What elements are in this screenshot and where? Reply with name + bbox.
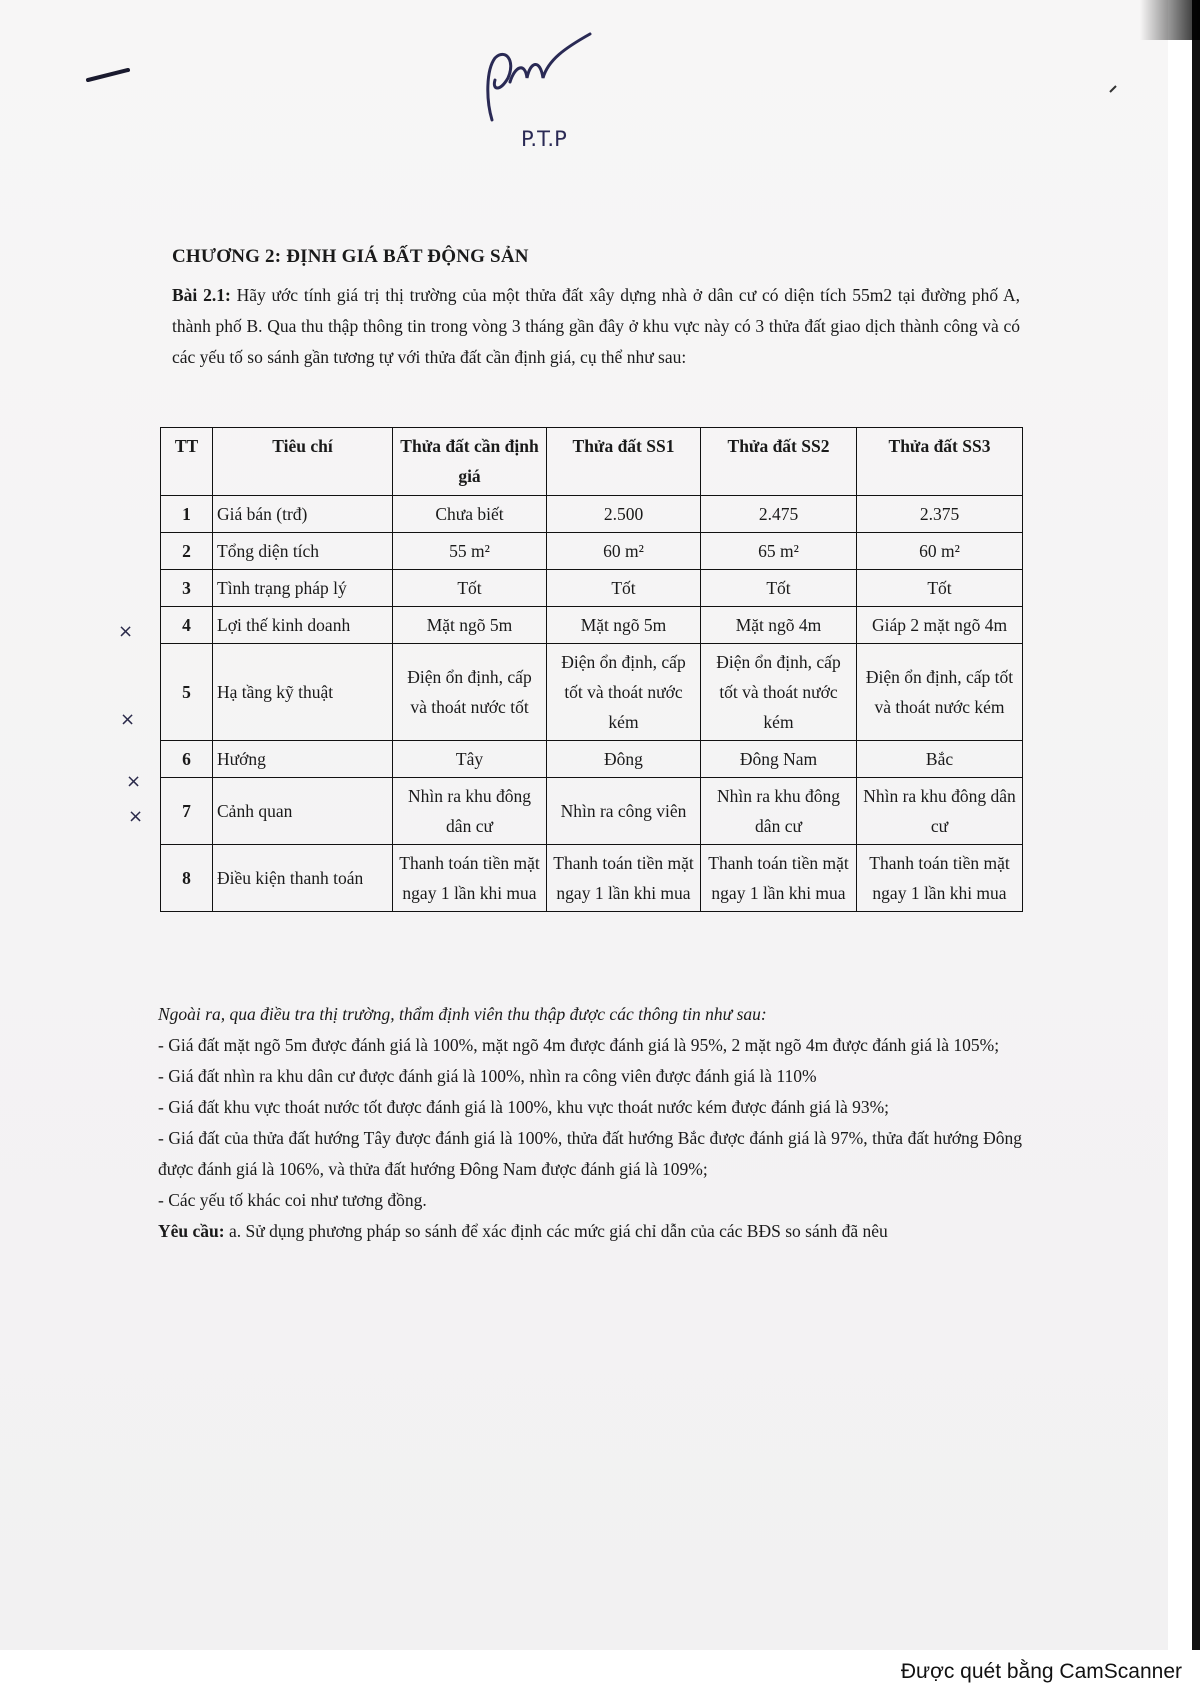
criterion-cell: Hướng — [213, 741, 393, 778]
target-cell: Tốt — [393, 570, 547, 607]
target-cell: Nhìn ra khu đông dân cư — [393, 778, 547, 845]
criterion-cell: Cảnh quan — [213, 778, 393, 845]
scan-edge-shadow — [1192, 0, 1200, 1650]
criterion-cell: Điều kiện thanh toán — [213, 845, 393, 912]
ss1-cell: Điện ổn định, cấp tốt và thoát nước kém — [547, 644, 701, 741]
ss3-cell: Nhìn ra khu đông dân cư — [857, 778, 1023, 845]
ss1-cell: 60 m² — [547, 533, 701, 570]
row-number: 1 — [161, 496, 213, 533]
ss3-cell: 60 m² — [857, 533, 1023, 570]
criterion-cell: Giá bán (trđ) — [213, 496, 393, 533]
row-number: 8 — [161, 845, 213, 912]
header-cell: TT — [161, 428, 213, 496]
ss2-cell: Tốt — [701, 570, 857, 607]
target-cell: Tây — [393, 741, 547, 778]
header-cell: Thửa đất SS2 — [701, 428, 857, 496]
table-row — [161, 570, 1023, 607]
ss1-cell: Mặt ngõ 5m — [547, 607, 701, 644]
ss3-cell: Điện ổn định, cấp tốt và thoát nước kém — [857, 644, 1023, 741]
note-item: - Giá đất của thửa đất hướng Tây được đánh giá là 100%, thửa đất hướng Bắc được đánh giá là 97%, thửa đất hướng Đông được đánh giá là 106%, và thửa đất hướng Đông Nam được đánh giá là 109%; — [158, 1128, 1022, 1179]
ss2-cell: Đông Nam — [701, 741, 857, 778]
ss2-cell: Điện ổn định, cấp tốt và thoát nước kém — [701, 644, 857, 741]
ss1-cell: 2.500 — [547, 496, 701, 533]
camscanner-footer: Được quét bằng CamScanner — [900, 1660, 1182, 1683]
ss1-cell: Nhìn ra công viên — [547, 778, 701, 845]
header-cell: Thửa đất SS3 — [857, 428, 1023, 496]
margin-x-mark: × — [128, 806, 144, 827]
requirement-label: Yêu cầu: — [158, 1221, 225, 1241]
header-cell: Tiêu chí — [213, 428, 393, 496]
row-number: 4 — [161, 607, 213, 644]
row-number: 6 — [161, 741, 213, 778]
ss2-cell: 2.475 — [701, 496, 857, 533]
header-cell: Thửa đất cần định giá — [393, 428, 547, 496]
criterion-cell: Tình trạng pháp lý — [213, 570, 393, 607]
comparison-table — [160, 427, 1023, 912]
ss1-cell: Thanh toán tiền mặt ngay 1 lần khi mua — [547, 845, 701, 912]
margin-x-mark: × — [126, 771, 142, 792]
exercise-intro — [172, 280, 1020, 373]
row-number: 5 — [161, 644, 213, 741]
exercise-text: Hãy ước tính giá trị thị trường của một thửa đất xây dựng nhà ở dân cư có diện tích 55m2 tại đường phố A, thành phố B. Qua thu thập thông tin trong vòng 3 tháng gần đây ở khu vực này có 3 thửa đất giao dịch thành công và có các yếu tố so sánh gần tương tự với thửa đất cần định giá, cụ thể như sau: — [172, 285, 1021, 367]
chapter-title: CHƯƠNG 2: ĐỊNH GIÁ BẤT ĐỘNG SẢN — [172, 246, 529, 267]
table-row — [161, 845, 1023, 912]
target-cell: Mặt ngõ 5m — [393, 607, 547, 644]
ss2-cell: 65 m² — [701, 533, 857, 570]
note-item: - Giá đất nhìn ra khu dân cư được đánh giá là 100%, nhìn ra công viên được đánh giá là 110% — [158, 1066, 817, 1086]
margin-x-mark: × — [120, 709, 136, 730]
handwritten-signature — [0, 0, 1200, 200]
ss3-cell: Tốt — [857, 570, 1023, 607]
table-row — [161, 778, 1023, 845]
table-row — [161, 533, 1023, 570]
row-number: 7 — [161, 778, 213, 845]
note-item: - Giá đất mặt ngõ 5m được đánh giá là 100%, mặt ngõ 4m được đánh giá là 95%, 2 mặt ngõ 4m được đánh giá là 105%; — [158, 1035, 1000, 1055]
exercise-label: Bài 2.1: — [172, 285, 231, 305]
margin-x-mark: × — [118, 621, 134, 642]
requirement — [158, 1216, 1022, 1247]
notes-lead: Ngoài ra, qua điều tra thị trường, thẩm định viên thu thập được các thông tin như sau: — [158, 1004, 767, 1024]
table-row — [161, 607, 1023, 644]
note-item: - Giá đất khu vực thoát nước tốt được đánh giá là 100%, khu vực thoát nước kém được đánh giá là 93%; — [158, 1097, 890, 1117]
ss2-cell: Nhìn ra khu đông dân cư — [701, 778, 857, 845]
target-cell: 55 m² — [393, 533, 547, 570]
requirement-text: a. Sử dụng phương pháp so sánh để xác định các mức giá chỉ dẫn của các BĐS so sánh đã nêu — [224, 1221, 888, 1241]
table-header-row — [161, 428, 1023, 496]
ss3-cell: 2.375 — [857, 496, 1023, 533]
target-cell: Điện ổn định, cấp và thoát nước tốt — [393, 644, 547, 741]
ss1-cell: Đông — [547, 741, 701, 778]
ss2-cell: Mặt ngõ 4m — [701, 607, 857, 644]
criterion-cell: Tổng diện tích — [213, 533, 393, 570]
ss1-cell: Tốt — [547, 570, 701, 607]
note-item: - Các yếu tố khác coi như tương đồng. — [158, 1190, 427, 1210]
row-number: 3 — [161, 570, 213, 607]
ss3-cell: Giáp 2 mặt ngõ 4m — [857, 607, 1023, 644]
market-notes — [158, 999, 1022, 1247]
row-number: 2 — [161, 533, 213, 570]
target-cell: Thanh toán tiền mặt ngay 1 lần khi mua — [393, 845, 547, 912]
table-row — [161, 644, 1023, 741]
criterion-cell: Lợi thế kinh doanh — [213, 607, 393, 644]
table-row — [161, 741, 1023, 778]
table-row — [161, 496, 1023, 533]
handwritten-initials: P.T.P — [521, 127, 567, 151]
ss3-cell: Thanh toán tiền mặt ngay 1 lần khi mua — [857, 845, 1023, 912]
criterion-cell: Hạ tầng kỹ thuật — [213, 644, 393, 741]
ss2-cell: Thanh toán tiền mặt ngay 1 lần khi mua — [701, 845, 857, 912]
header-cell: Thửa đất SS1 — [547, 428, 701, 496]
target-cell: Chưa biết — [393, 496, 547, 533]
ss3-cell: Bắc — [857, 741, 1023, 778]
